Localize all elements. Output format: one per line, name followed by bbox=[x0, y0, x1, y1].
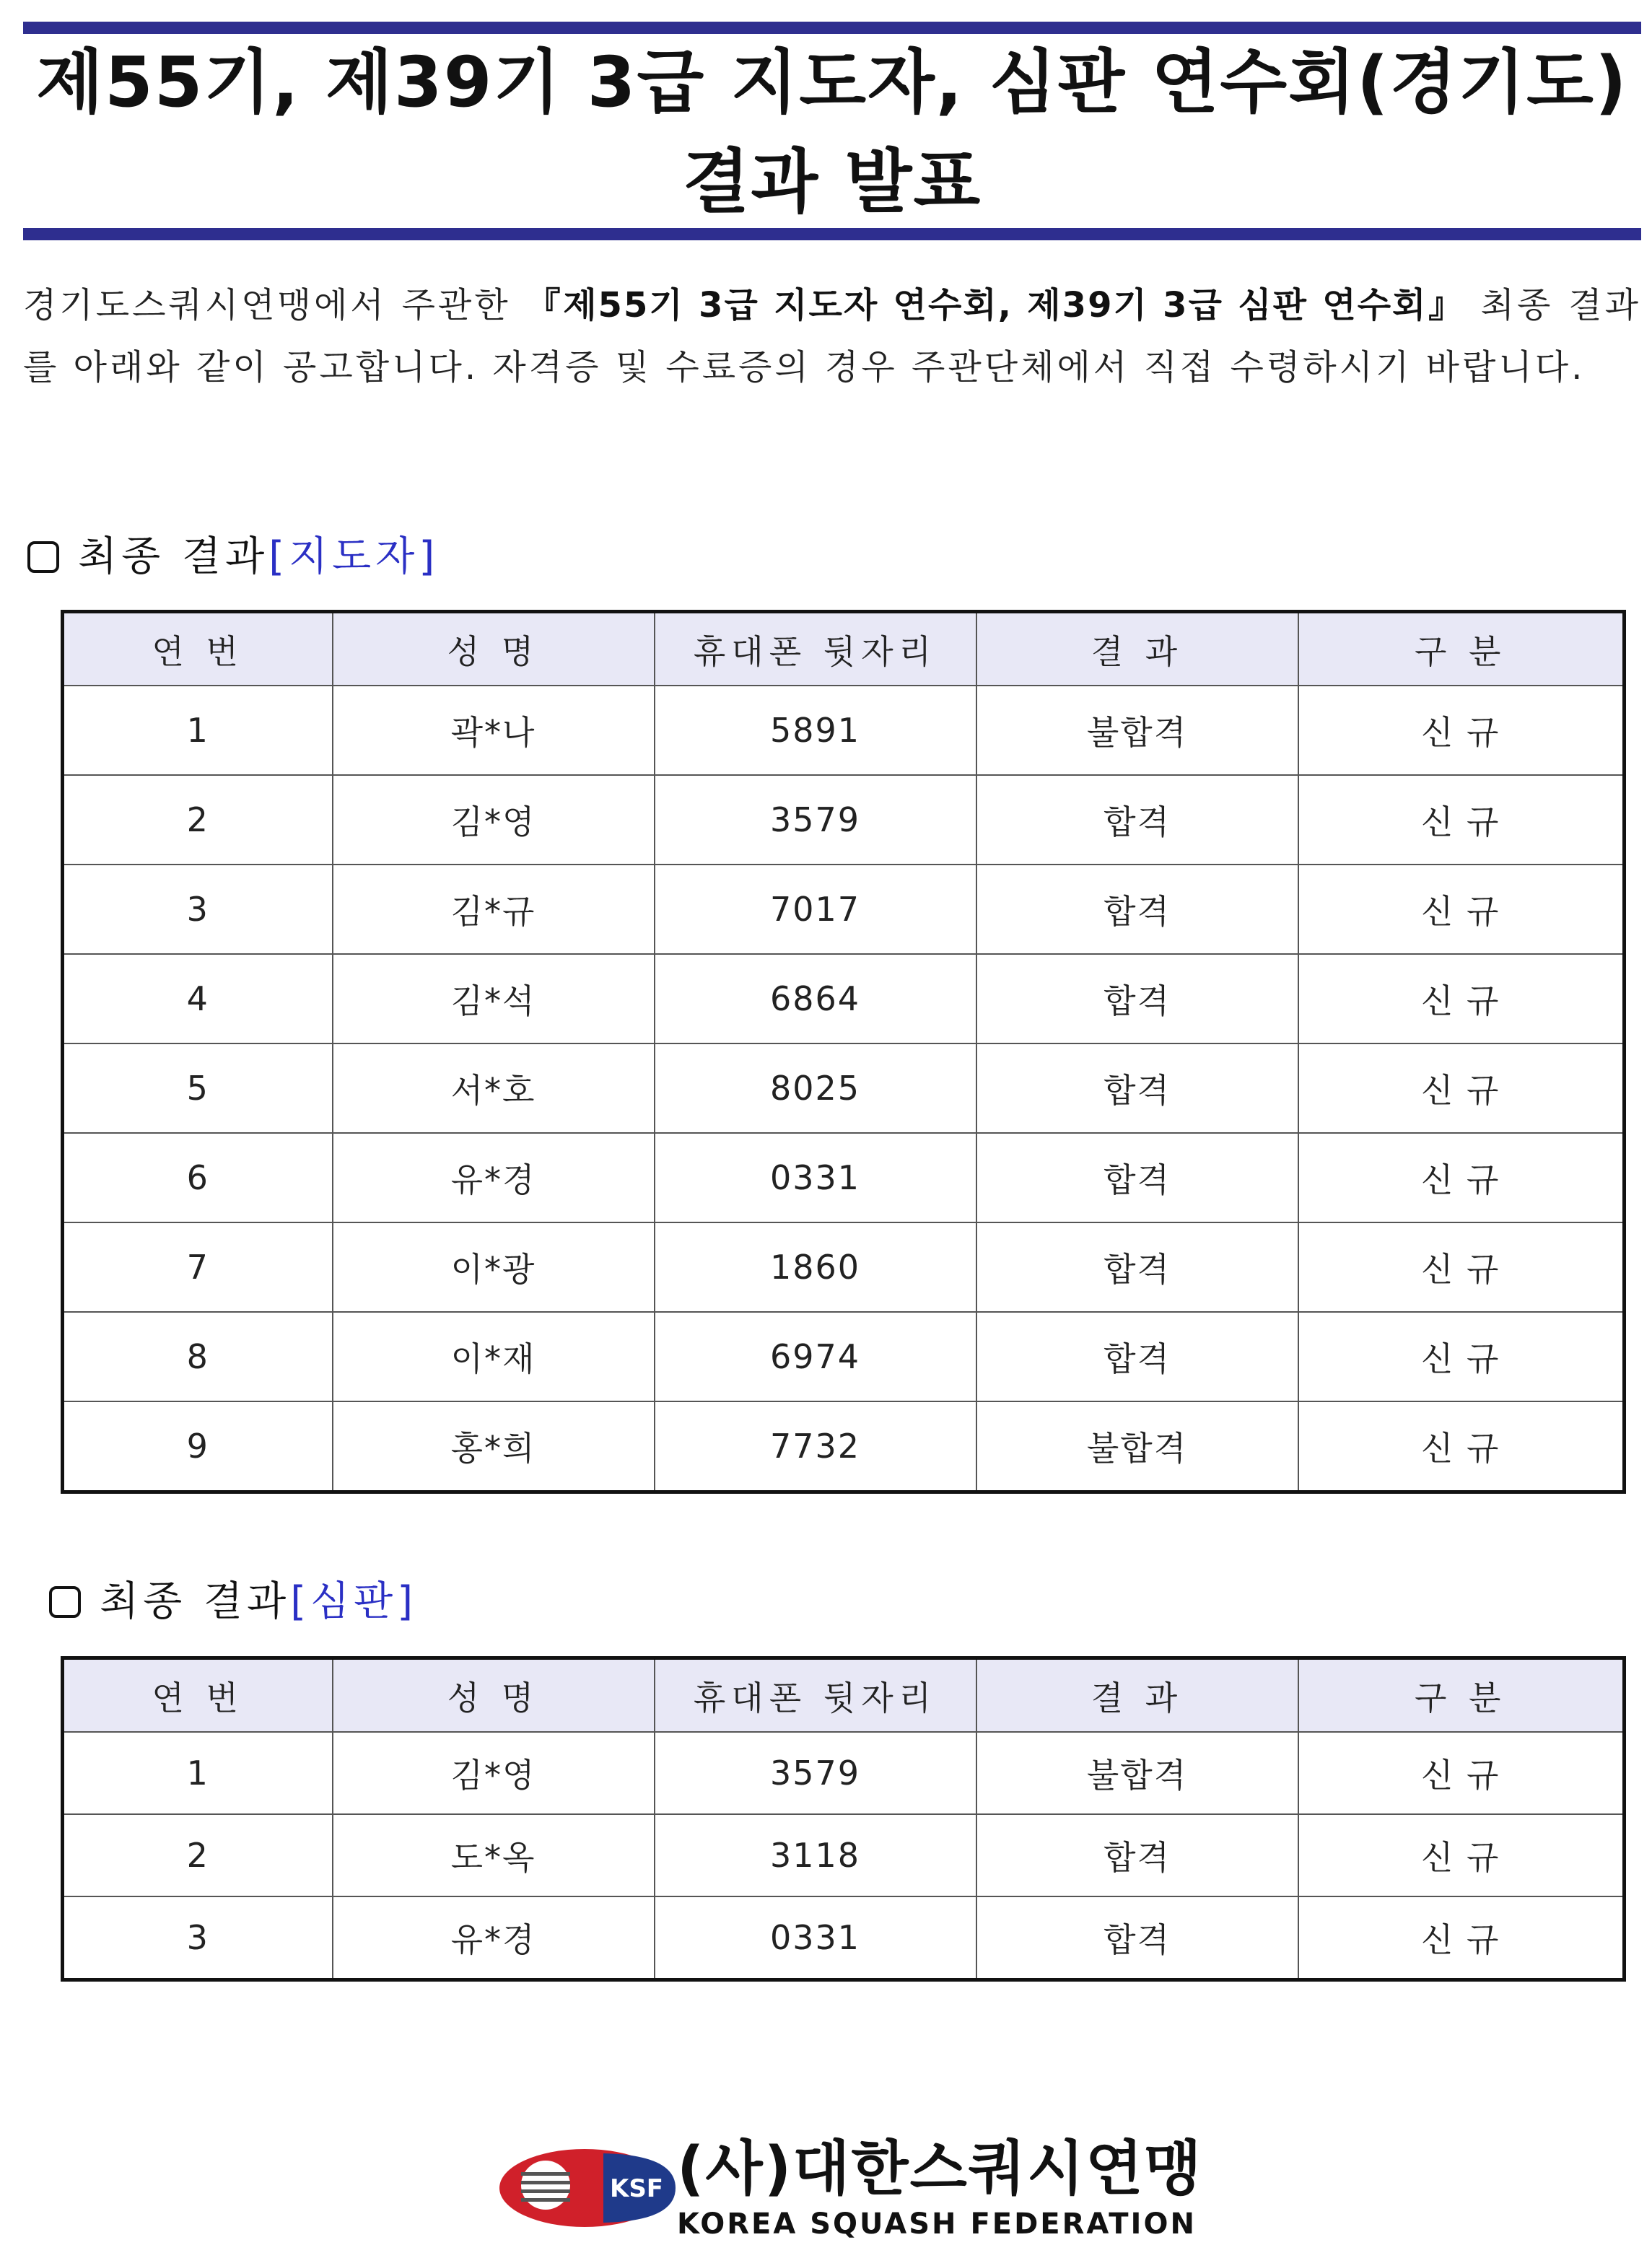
instructor-results-table bbox=[61, 610, 1626, 1494]
ksf-emblem-icon bbox=[495, 2140, 683, 2234]
section-bracket: [심판] bbox=[290, 1578, 418, 1625]
section-label: 최종 결과 bbox=[78, 533, 269, 580]
phone-suffix-cell: 6864 bbox=[655, 954, 976, 1043]
category-cell: 신 규 bbox=[1298, 1732, 1625, 1814]
row-number-cell: 1 bbox=[63, 686, 333, 775]
phone-suffix-cell: 6974 bbox=[655, 1312, 976, 1401]
category-cell: 신 규 bbox=[1298, 865, 1625, 954]
section-heading-referee bbox=[49, 1573, 417, 1631]
category-cell: 신 규 bbox=[1298, 686, 1625, 775]
name-cell: 김*영 bbox=[333, 1732, 655, 1814]
column-header: 휴대폰 뒷자리 bbox=[655, 1658, 976, 1733]
table-row bbox=[63, 686, 1625, 775]
phone-suffix-cell: 0331 bbox=[655, 1896, 976, 1980]
name-cell: 김*규 bbox=[333, 865, 655, 954]
bottom-rule bbox=[23, 228, 1641, 240]
phone-suffix-cell: 5891 bbox=[655, 686, 976, 775]
category-cell: 신 규 bbox=[1298, 1401, 1625, 1492]
table-row bbox=[63, 1814, 1625, 1896]
column-header: 성 명 bbox=[333, 1658, 655, 1733]
row-number-cell: 3 bbox=[63, 865, 333, 954]
name-cell: 도*옥 bbox=[333, 1814, 655, 1896]
phone-suffix-cell: 3579 bbox=[655, 775, 976, 865]
row-number-cell: 6 bbox=[63, 1133, 333, 1222]
federation-subtitle: KOREA SQUASH FEDERATION bbox=[677, 2207, 1197, 2241]
phone-suffix-cell: 0331 bbox=[655, 1133, 976, 1222]
phone-suffix-cell: 7732 bbox=[655, 1401, 976, 1492]
federation-logo bbox=[495, 2133, 1203, 2249]
table-row bbox=[63, 1312, 1625, 1401]
name-cell: 이*광 bbox=[333, 1222, 655, 1312]
row-number-cell: 2 bbox=[63, 1814, 333, 1896]
name-cell: 이*재 bbox=[333, 1312, 655, 1401]
table-row bbox=[63, 1401, 1625, 1492]
column-header: 결 과 bbox=[976, 612, 1298, 686]
result-cell: 불합격 bbox=[976, 686, 1298, 775]
result-cell: 합격 bbox=[976, 1133, 1298, 1222]
column-header: 구 분 bbox=[1298, 1658, 1625, 1733]
intro-text-1: 경기도스쿼시연맹에서 주관한 bbox=[23, 285, 526, 325]
phone-suffix-cell: 1860 bbox=[655, 1222, 976, 1312]
result-cell: 합격 bbox=[976, 865, 1298, 954]
row-number-cell: 3 bbox=[63, 1896, 333, 1980]
category-cell: 신 규 bbox=[1298, 1814, 1625, 1896]
section-label: 최종 결과 bbox=[100, 1578, 291, 1625]
category-cell: 신 규 bbox=[1298, 1133, 1625, 1222]
checkbox-icon bbox=[49, 1586, 81, 1618]
phone-suffix-cell: 7017 bbox=[655, 865, 976, 954]
result-cell: 합격 bbox=[976, 775, 1298, 865]
result-cell: 합격 bbox=[976, 1896, 1298, 1980]
result-cell: 합격 bbox=[976, 1814, 1298, 1896]
table-row bbox=[63, 1896, 1625, 1980]
page-title-line2: 결과 발표 bbox=[682, 141, 982, 222]
column-header: 결 과 bbox=[976, 1658, 1298, 1733]
column-header: 휴대폰 뒷자리 bbox=[655, 612, 976, 686]
result-cell: 불합격 bbox=[976, 1401, 1298, 1492]
section-bracket: [지도자] bbox=[268, 533, 440, 580]
column-header: 연 번 bbox=[63, 612, 333, 686]
column-header: 연 번 bbox=[63, 1658, 333, 1733]
intro-text-2: 최종 결과를 아래와 같이 공고합니다. 자격증 및 수료증의 경우 주관단체에서 직접 수령하시기 바랍니다. bbox=[23, 285, 1641, 388]
result-cell: 합격 bbox=[976, 1312, 1298, 1401]
page-title-line1: 제55기, 제39기 3급 지도자, 심판 연수회(경기도) bbox=[36, 42, 1628, 123]
name-cell: 유*경 bbox=[333, 1896, 655, 1980]
row-number-cell: 8 bbox=[63, 1312, 333, 1401]
row-number-cell: 4 bbox=[63, 954, 333, 1043]
result-cell: 불합격 bbox=[976, 1732, 1298, 1814]
row-number-cell: 7 bbox=[63, 1222, 333, 1312]
row-number-cell: 1 bbox=[63, 1732, 333, 1814]
table-row bbox=[63, 1222, 1625, 1312]
table-row bbox=[63, 1732, 1625, 1814]
result-cell: 합격 bbox=[976, 954, 1298, 1043]
row-number-cell: 5 bbox=[63, 1043, 333, 1133]
category-cell: 신 규 bbox=[1298, 1896, 1625, 1980]
table-row bbox=[63, 865, 1625, 954]
category-cell: 신 규 bbox=[1298, 1312, 1625, 1401]
referee-results-table bbox=[61, 1656, 1626, 1982]
column-header: 성 명 bbox=[333, 612, 655, 686]
phone-suffix-cell: 8025 bbox=[655, 1043, 976, 1133]
row-number-cell: 2 bbox=[63, 775, 333, 865]
column-header: 구 분 bbox=[1298, 612, 1625, 686]
category-cell: 신 규 bbox=[1298, 954, 1625, 1043]
section-heading-instructor bbox=[27, 528, 439, 586]
category-cell: 신 규 bbox=[1298, 1043, 1625, 1133]
table-row bbox=[63, 954, 1625, 1043]
result-cell: 합격 bbox=[976, 1222, 1298, 1312]
phone-suffix-cell: 3579 bbox=[655, 1732, 976, 1814]
intro-emphasis: 『제55기 3급 지도자 연수회, 제39기 3급 심판 연수회』 bbox=[525, 285, 1466, 325]
table-row bbox=[63, 775, 1625, 865]
table-row bbox=[63, 1133, 1625, 1222]
table-header-row bbox=[63, 1658, 1625, 1733]
name-cell: 곽*나 bbox=[333, 686, 655, 775]
intro-paragraph bbox=[23, 274, 1641, 398]
name-cell: 김*석 bbox=[333, 954, 655, 1043]
name-cell: 홍*희 bbox=[333, 1401, 655, 1492]
category-cell: 신 규 bbox=[1298, 775, 1625, 865]
table-header-row bbox=[63, 612, 1625, 686]
federation-name: (사)대한스쿼시연맹 bbox=[677, 2135, 1203, 2203]
svg-text:KSF: KSF bbox=[609, 2174, 664, 2203]
name-cell: 유*경 bbox=[333, 1133, 655, 1222]
category-cell: 신 규 bbox=[1298, 1222, 1625, 1312]
result-cell: 합격 bbox=[976, 1043, 1298, 1133]
table-row bbox=[63, 1043, 1625, 1133]
row-number-cell: 9 bbox=[63, 1401, 333, 1492]
phone-suffix-cell: 3118 bbox=[655, 1814, 976, 1896]
name-cell: 서*호 bbox=[333, 1043, 655, 1133]
checkbox-icon bbox=[27, 541, 59, 573]
name-cell: 김*영 bbox=[333, 775, 655, 865]
